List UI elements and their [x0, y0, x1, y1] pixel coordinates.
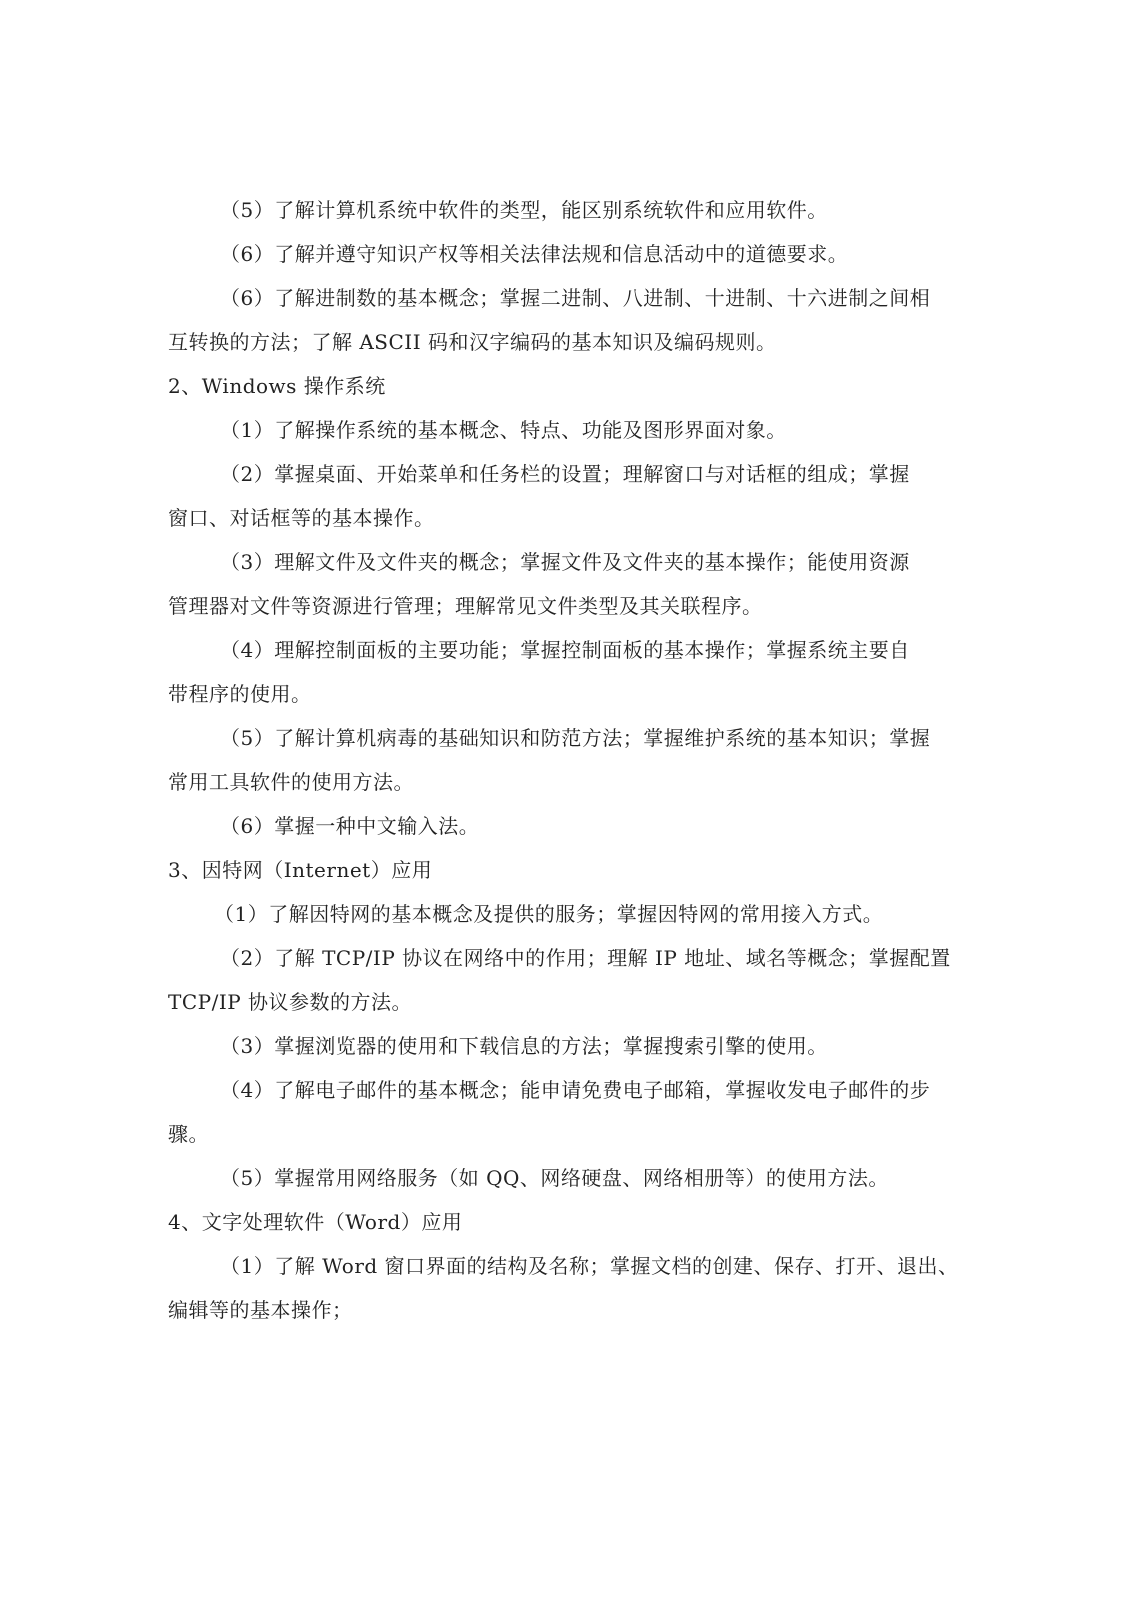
paragraph-line: （3）掌握浏览器的使用和下载信息的方法；掌握搜索引擎的使用。 [220, 1034, 828, 1058]
paragraph-line: （4）理解控制面板的主要功能；掌握控制面板的基本操作；掌握系统主要自 [220, 638, 910, 662]
paragraph-line: （2）了解 TCP/IP 协议在网络中的作用；理解 IP 地址、域名等概念；掌握配置 [220, 946, 951, 970]
paragraph-line: （2）掌握桌面、开始菜单和任务栏的设置；理解窗口与对话框的组成；掌握 [220, 462, 910, 486]
paragraph-line: （6）掌握一种中文输入法。 [220, 814, 480, 838]
paragraph-line: （5）了解计算机病毒的基础知识和防范方法；掌握维护系统的基本知识；掌握 [220, 726, 931, 750]
paragraph-line: （6）了解并遵守知识产权等相关法律法规和信息活动中的道德要求。 [220, 242, 849, 266]
paragraph-line: （6）了解进制数的基本概念；掌握二进制、八进制、十进制、十六进制之间相 [220, 286, 931, 310]
paragraph-line: （1）了解操作系统的基本概念、特点、功能及图形界面对象。 [220, 418, 787, 442]
paragraph-line: （5）掌握常用网络服务（如 QQ、网络硬盘、网络相册等）的使用方法。 [220, 1166, 889, 1190]
section-heading: 4、文字处理软件（Word）应用 [168, 1210, 463, 1234]
paragraph-line: （1）了解因特网的基本概念及提供的服务；掌握因特网的常用接入方式。 [214, 902, 884, 926]
paragraph-line: 编辑等的基本操作； [168, 1298, 353, 1322]
paragraph-line: 骤。 [168, 1122, 209, 1146]
paragraph-line: 常用工具软件的使用方法。 [168, 770, 414, 794]
paragraph-line: TCP/IP 协议参数的方法。 [168, 990, 413, 1014]
paragraph-line: （5）了解计算机系统中软件的类型，能区别系统软件和应用软件。 [220, 198, 828, 222]
paragraph-line: （1）了解 Word 窗口界面的结构及名称；掌握文档的创建、保存、打开、退出、 [220, 1254, 959, 1278]
paragraph-line: 管理器对文件等资源进行管理；理解常见文件类型及其关联程序。 [168, 594, 763, 618]
paragraph-line: 窗口、对话框等的基本操作。 [168, 506, 435, 530]
document-page [168, 188, 968, 1332]
paragraph-line: 带程序的使用。 [168, 682, 312, 706]
paragraph-line: 互转换的方法；了解 ASCII 码和汉字编码的基本知识及编码规则。 [168, 330, 777, 354]
paragraph-line: （3）理解文件及文件夹的概念；掌握文件及文件夹的基本操作；能使用资源 [220, 550, 910, 574]
section-heading: 3、因特网（Internet）应用 [168, 858, 433, 882]
section-heading: 2、Windows 操作系统 [168, 374, 386, 398]
paragraph-line: （4）了解电子邮件的基本概念；能申请免费电子邮箱，掌握收发电子邮件的步 [220, 1078, 931, 1102]
